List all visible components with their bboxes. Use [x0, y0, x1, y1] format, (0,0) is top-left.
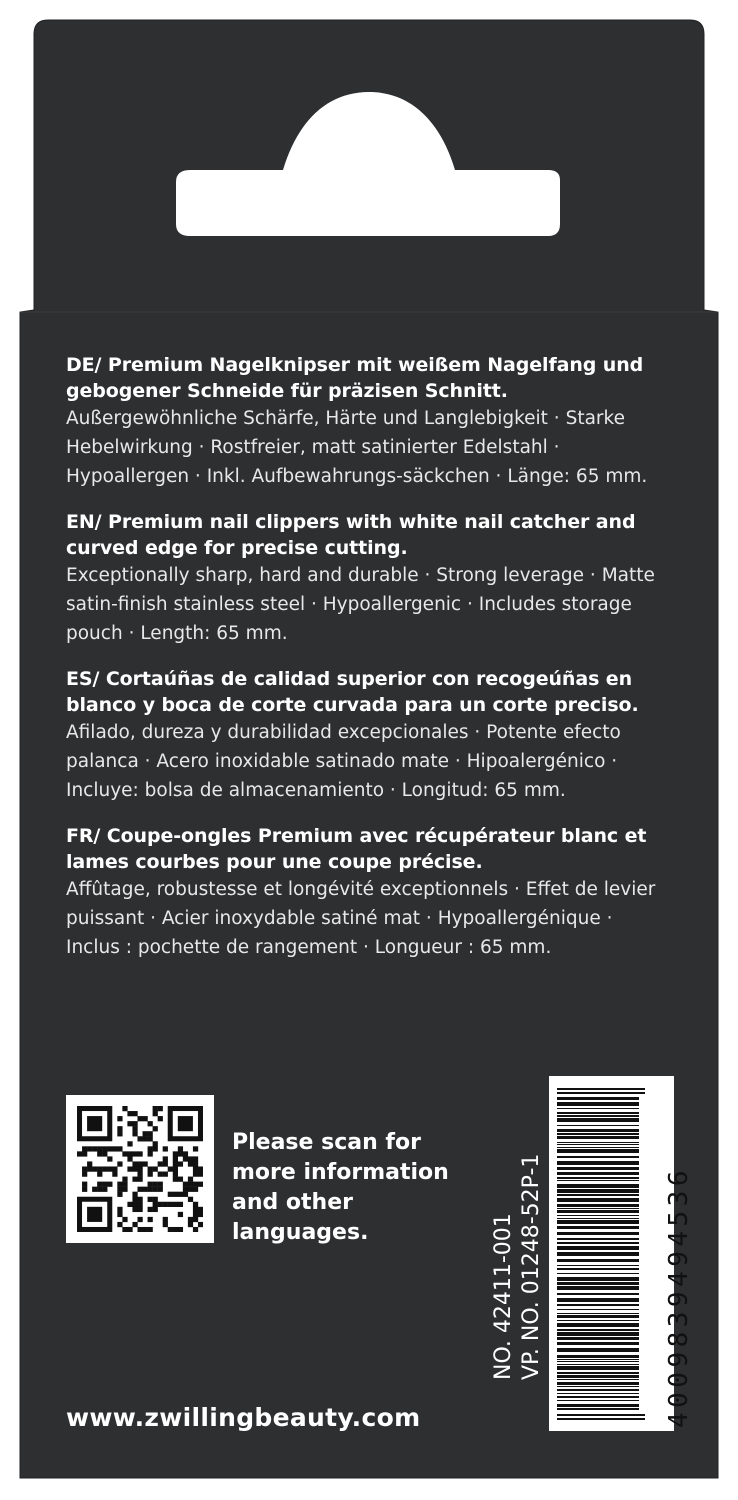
barcode-number: 4009839494536: [664, 1166, 694, 1428]
qr-code-icon: [77, 1106, 203, 1232]
description-de: [66, 352, 666, 491]
description-fr: [66, 823, 666, 962]
description-heading: ES/ Cortaúñas de calidad superior con recogeúñas en blanco y boca de corte curvada para un corte preciso.: [66, 668, 639, 716]
description-list: [66, 352, 666, 980]
description-heading: EN/ Premium nail clippers with white nail catcher and curved edge for precise cutting.: [66, 511, 636, 559]
description-body: Affûtage, robustesse et longévité exceptionnels · Effet de levier puissant · Acier inoxydable satiné mat · Hypoallergénique · Inclus : pochette de rangement · Longueur : 65 mm.: [66, 879, 656, 958]
description-es: [66, 666, 666, 805]
barcode: [549, 1076, 674, 1431]
description-heading: DE/ Premium Nagelknipser mit weißem Nagelfang und gebogener Schneide für präzisen Schnitt.: [66, 354, 644, 402]
item-number: NO. 42411-001: [491, 1213, 516, 1380]
vp-number: VP. NO. 01248-52P-1: [519, 1153, 544, 1380]
barcode-bars: [549, 1076, 674, 1431]
description-heading: FR/ Coupe-ongles Premium avec récupérateur blanc et lames courbes pour une coupe précise.: [66, 825, 647, 873]
description-body: Exceptionally sharp, hard and durable · Strong leverage · Matte satin-finish stainless steel · Hypoallergenic · Includes storage pouch · Length: 65 mm.: [66, 565, 655, 644]
website-url[interactable]: www.zwillingbeauty.com: [66, 1403, 421, 1432]
description-en: [66, 509, 666, 648]
qr-code[interactable]: [66, 1095, 214, 1243]
description-body: Außergewöhnliche Schärfe, Härte und Langlebigkeit · Starke Hebelwirkung · Rostfreier, matt satinierter Edelstahl · Hypoallergen · Inkl. Aufbewahrungs-säckchen · Länge: 65 mm.: [66, 408, 648, 487]
description-body: Afilado, dureza y durabilidad excepcionales · Potente efecto palanca · Acero inoxidable satinado mate · Hipoalergénico · Incluye: bolsa de almacenamiento · Longitud: 65 mm.: [66, 722, 621, 801]
scan-instructions: Please scan for more information and other languages.: [232, 1130, 449, 1245]
product-codes: [490, 1090, 546, 1380]
